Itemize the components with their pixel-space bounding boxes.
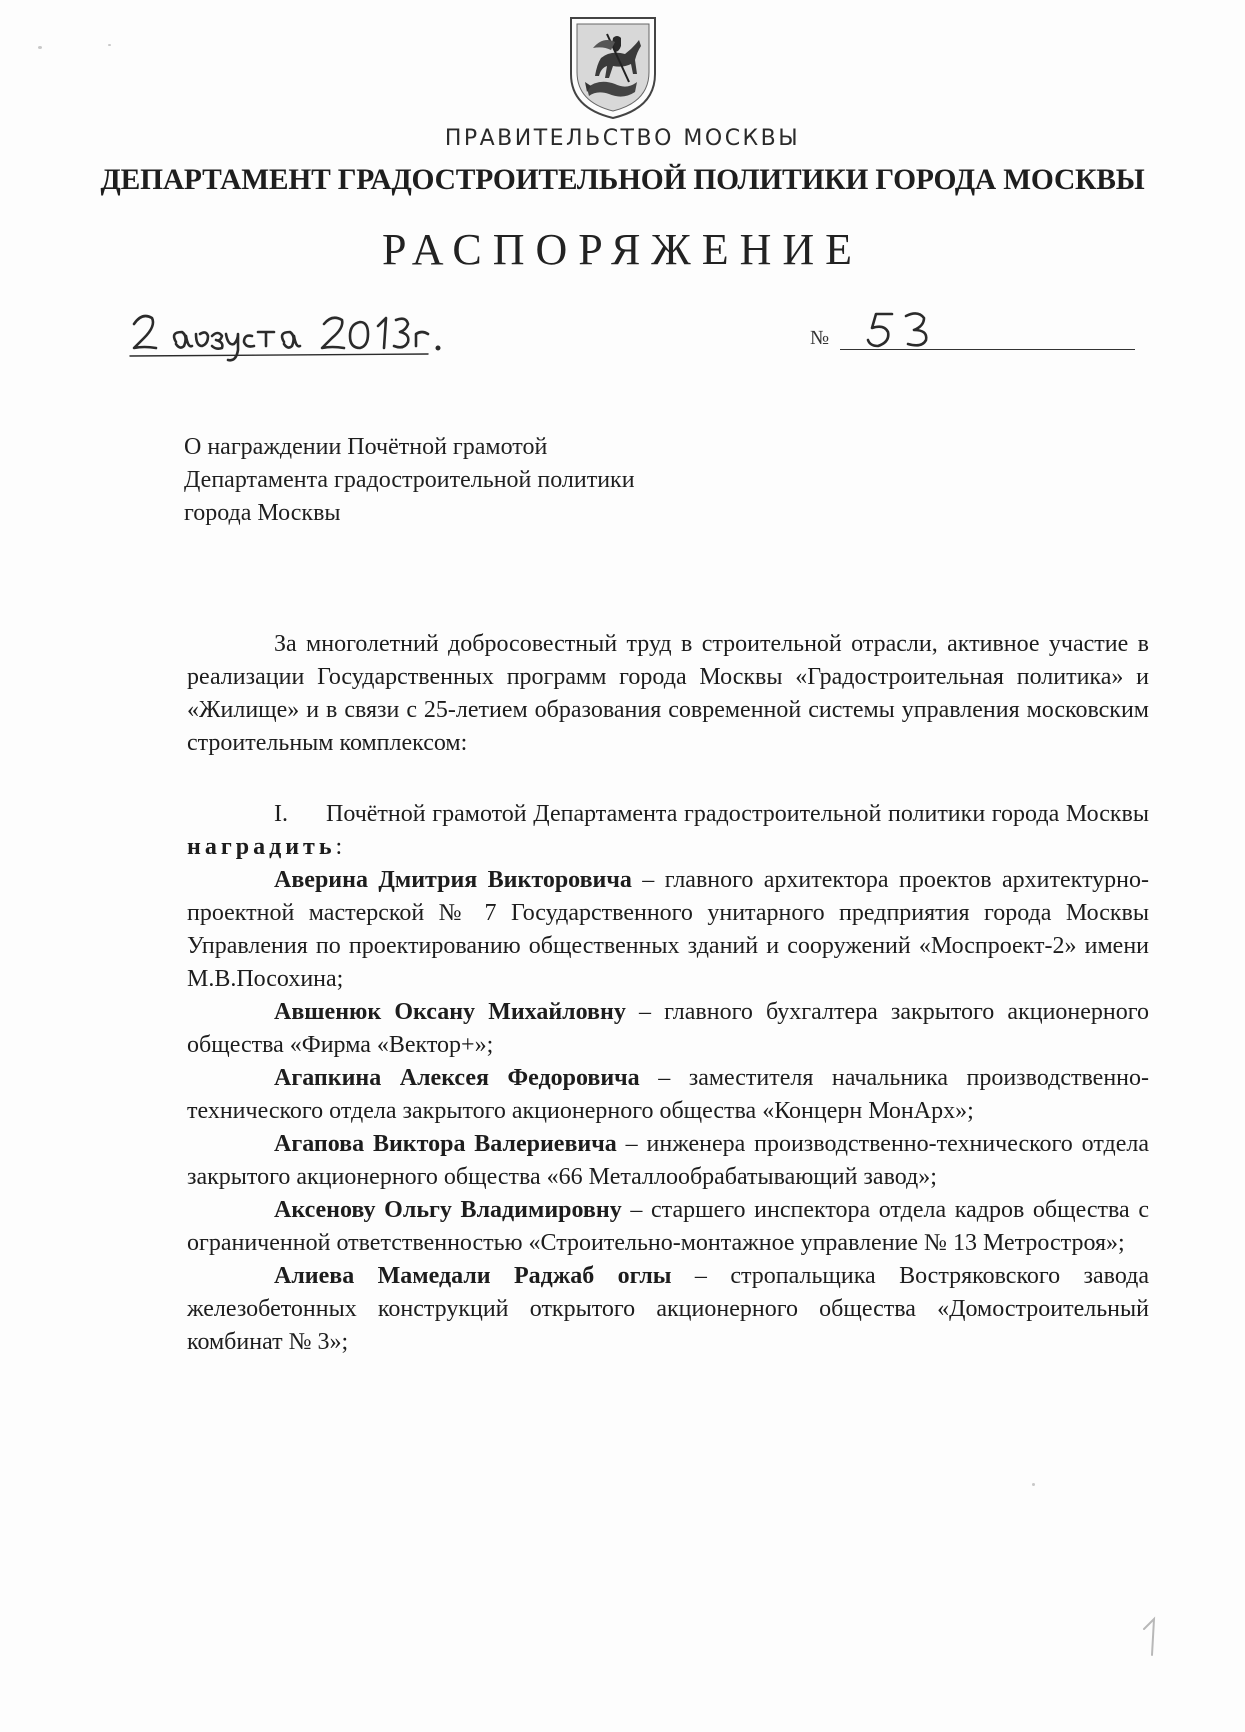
section-colon: : <box>335 834 343 860</box>
scan-speck <box>1032 1483 1035 1486</box>
awardee-name: Агапкина Алексея Федоровича <box>274 1065 640 1091</box>
preamble-paragraph: За многолетний добросовестный труд в строительной отрасли, активное участие в реализации Государственных программ города Москвы «Градостроительная политика» и «Жилище» и в связи с 25-летием образования современной системы управления московским строительным комплексом: <box>187 631 1149 756</box>
awardee-position: – заместителя начальника производственно-технического отдела закрытого акционерного общества «Концерн МонАрх»; <box>187 1065 1149 1124</box>
subject-line: города Москвы <box>184 500 341 526</box>
handwritten-number <box>862 306 942 354</box>
moscow-coat-of-arms-icon <box>563 12 663 122</box>
document-type-heading: РАСПОРЯЖЕНИЕ <box>381 225 864 274</box>
awardee-position: – инженера производственно-технического отдела закрытого акционерного общества «66 Металлообрабатывающий завод»; <box>187 1131 1150 1190</box>
awardee-position: – стропальщика Востряковского завода железобетонных конструкций открытого акционерного общества «Домостроительный комбинат № 3»; <box>187 1263 1150 1355</box>
awardee-entry <box>187 1260 1149 1359</box>
scan-speck <box>38 46 42 49</box>
awardee-entry <box>187 864 1149 996</box>
awardee-name: Алиева Мамедали Раджаб оглы <box>274 1263 672 1289</box>
subject-line: Департамента градостроительной политики <box>184 467 635 493</box>
awardee-entry <box>187 1194 1149 1260</box>
section-number: I. <box>274 801 288 827</box>
subject-line: О награждении Почётной грамотой <box>184 434 548 460</box>
awardee-name: Агапова Виктора Валериевича <box>274 1131 617 1157</box>
section-verb: наградить <box>187 834 336 860</box>
document-body <box>187 628 1149 1359</box>
awardee-position: – главного бухгалтера закрытого акционерного общества «Фирма «Вектор+»; <box>187 999 1149 1058</box>
number-label: № <box>810 327 830 349</box>
awardee-entry <box>187 996 1149 1062</box>
scan-speck <box>108 44 111 46</box>
awardee-name: Аверина Дмитрия Викторовича <box>274 867 632 893</box>
government-title: ПРАВИТЕЛЬСТВО МОСКВЫ <box>444 126 801 151</box>
section-text: Почётной грамотой Департамента градостроительной политики города Москвы <box>326 801 1149 827</box>
handwritten-date <box>128 306 458 368</box>
handwritten-page-number <box>1136 1615 1166 1660</box>
department-title: ДЕПАРТАМЕНТ ГРАДОСТРОИТЕЛЬНОЙ ПОЛИТИКИ ГОРОДА МОСКВЫ <box>100 164 1145 196</box>
awardee-name: Аксенову Ольгу Владимировну <box>274 1197 622 1223</box>
awardee-name: Авшенюк Оксану Михайловну <box>274 999 626 1025</box>
awardee-entry <box>187 1128 1149 1194</box>
awardee-position: – старшего инспектора отдела кадров общества с ограниченной ответственностью «Строительно-монтажное управление № 13 Метростроя»; <box>187 1197 1149 1256</box>
document-subject <box>184 431 635 530</box>
awardee-entry <box>187 1062 1149 1128</box>
awardee-position: – главного архитектора проектов архитектурно-проектной мастерской № 7 Государственного унитарного предприятия города Москвы Управления по проектированию общественных зданий и сооружений «Моспроект-2» имени М.В.Посохина; <box>187 867 1149 992</box>
document-number-block <box>810 306 1135 356</box>
section-paragraph <box>187 798 1149 864</box>
